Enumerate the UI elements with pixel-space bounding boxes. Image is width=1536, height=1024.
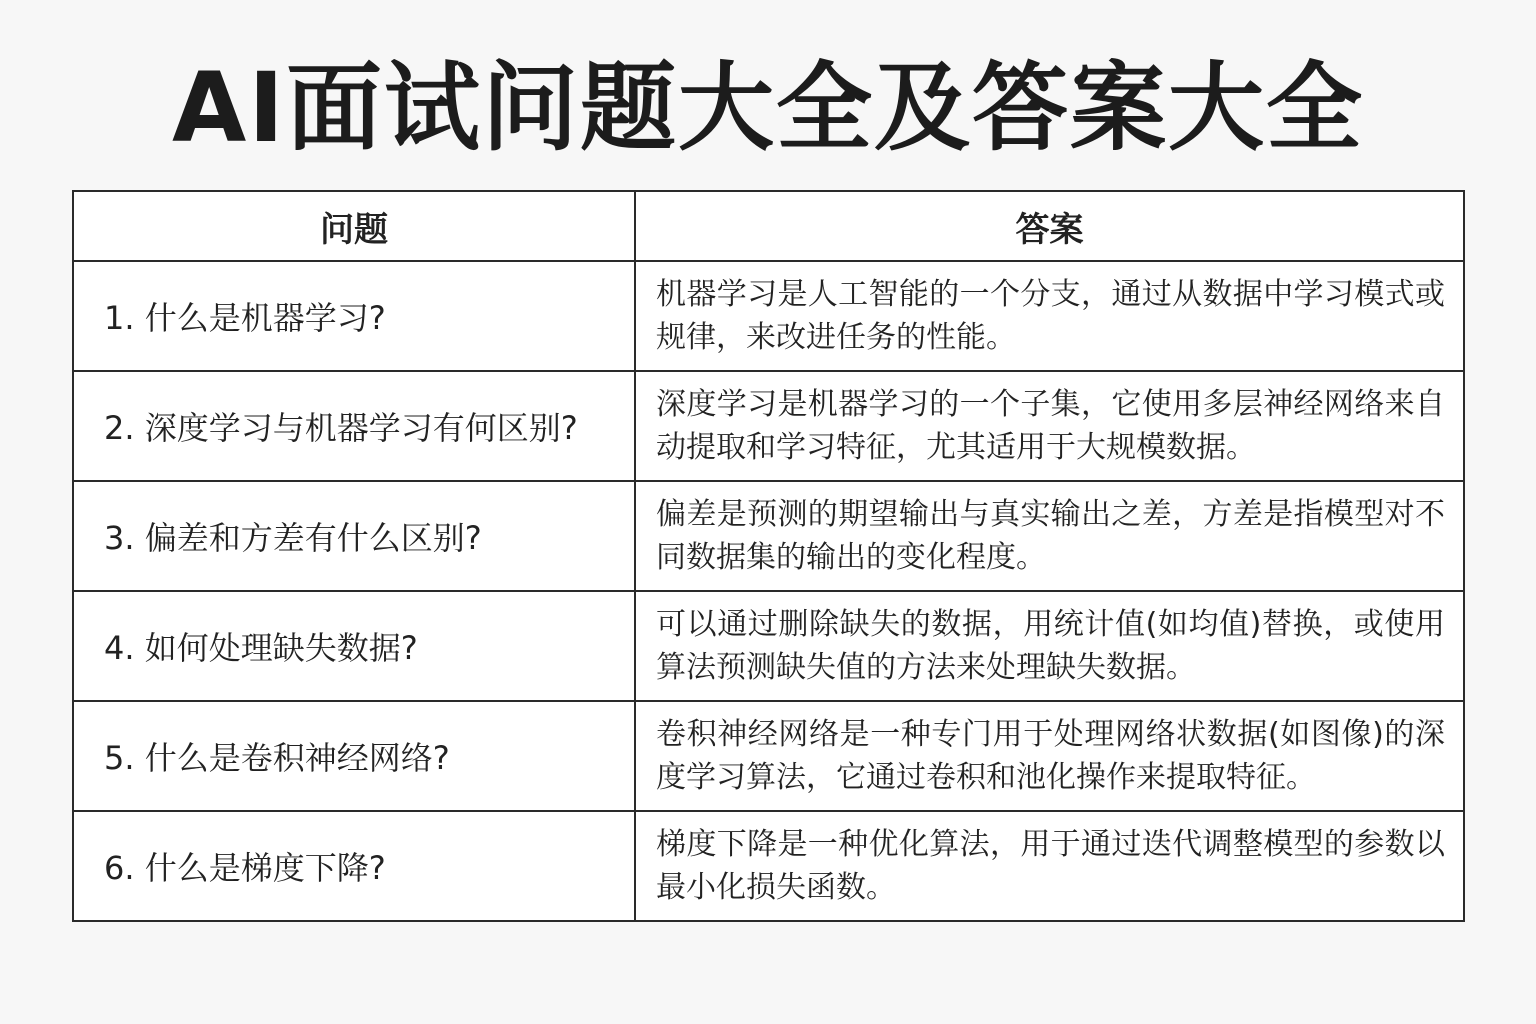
question-cell: 6. 什么是梯度下降? <box>73 811 635 921</box>
question-cell: 3. 偏差和方差有什么区别? <box>73 481 635 591</box>
answer-text: 机器学习是人工智能的一个分支，通过从数据中学习模式或规律，来改进任务的性能。 <box>656 277 1445 355</box>
question-cell: 2. 深度学习与机器学习有何区别? <box>73 371 635 481</box>
question-cell: 5. 什么是卷积神经网络? <box>73 701 635 811</box>
answer-text: 可以通过删除缺失的数据，用统计值(如均值)替换，或使用算法预测缺失值的方法来处理缺失数据。 <box>656 607 1445 685</box>
answer-cell <box>635 371 1464 481</box>
answer-text: 偏差是预测的期望输出与真实输出之差，方差是指模型对不同数据集的输出的变化程度。 <box>656 497 1445 575</box>
answer-text: 梯度下降是一种优化算法，用于通过迭代调整模型的参数以最小化损失函数。 <box>656 827 1445 905</box>
answer-text: 卷积神经网络是一种专门用于处理网络状数据(如图像)的深度学习算法，它通过卷积和池化操作来提取特征。 <box>656 717 1445 795</box>
table-header-row <box>73 191 1464 261</box>
answer-cell <box>635 481 1464 591</box>
table-row <box>73 811 1464 921</box>
question-cell: 4. 如何处理缺失数据? <box>73 591 635 701</box>
header-question: 问题 <box>73 191 635 261</box>
table-row <box>73 371 1464 481</box>
qa-table <box>72 190 1465 922</box>
answer-cell <box>635 591 1464 701</box>
table-row <box>73 591 1464 701</box>
table-row <box>73 701 1464 811</box>
answer-cell <box>635 261 1464 371</box>
answer-cell <box>635 811 1464 921</box>
table-row <box>73 261 1464 371</box>
question-cell: 1. 什么是机器学习? <box>73 261 635 371</box>
answer-cell <box>635 701 1464 811</box>
answer-text: 深度学习是机器学习的一个子集，它使用多层神经网络来自动提取和学习特征，尤其适用于大规模数据。 <box>656 387 1445 465</box>
header-answer: 答案 <box>635 191 1464 261</box>
table-row <box>73 481 1464 591</box>
page-title: AI面试问题大全及答案大全 <box>171 52 1364 164</box>
